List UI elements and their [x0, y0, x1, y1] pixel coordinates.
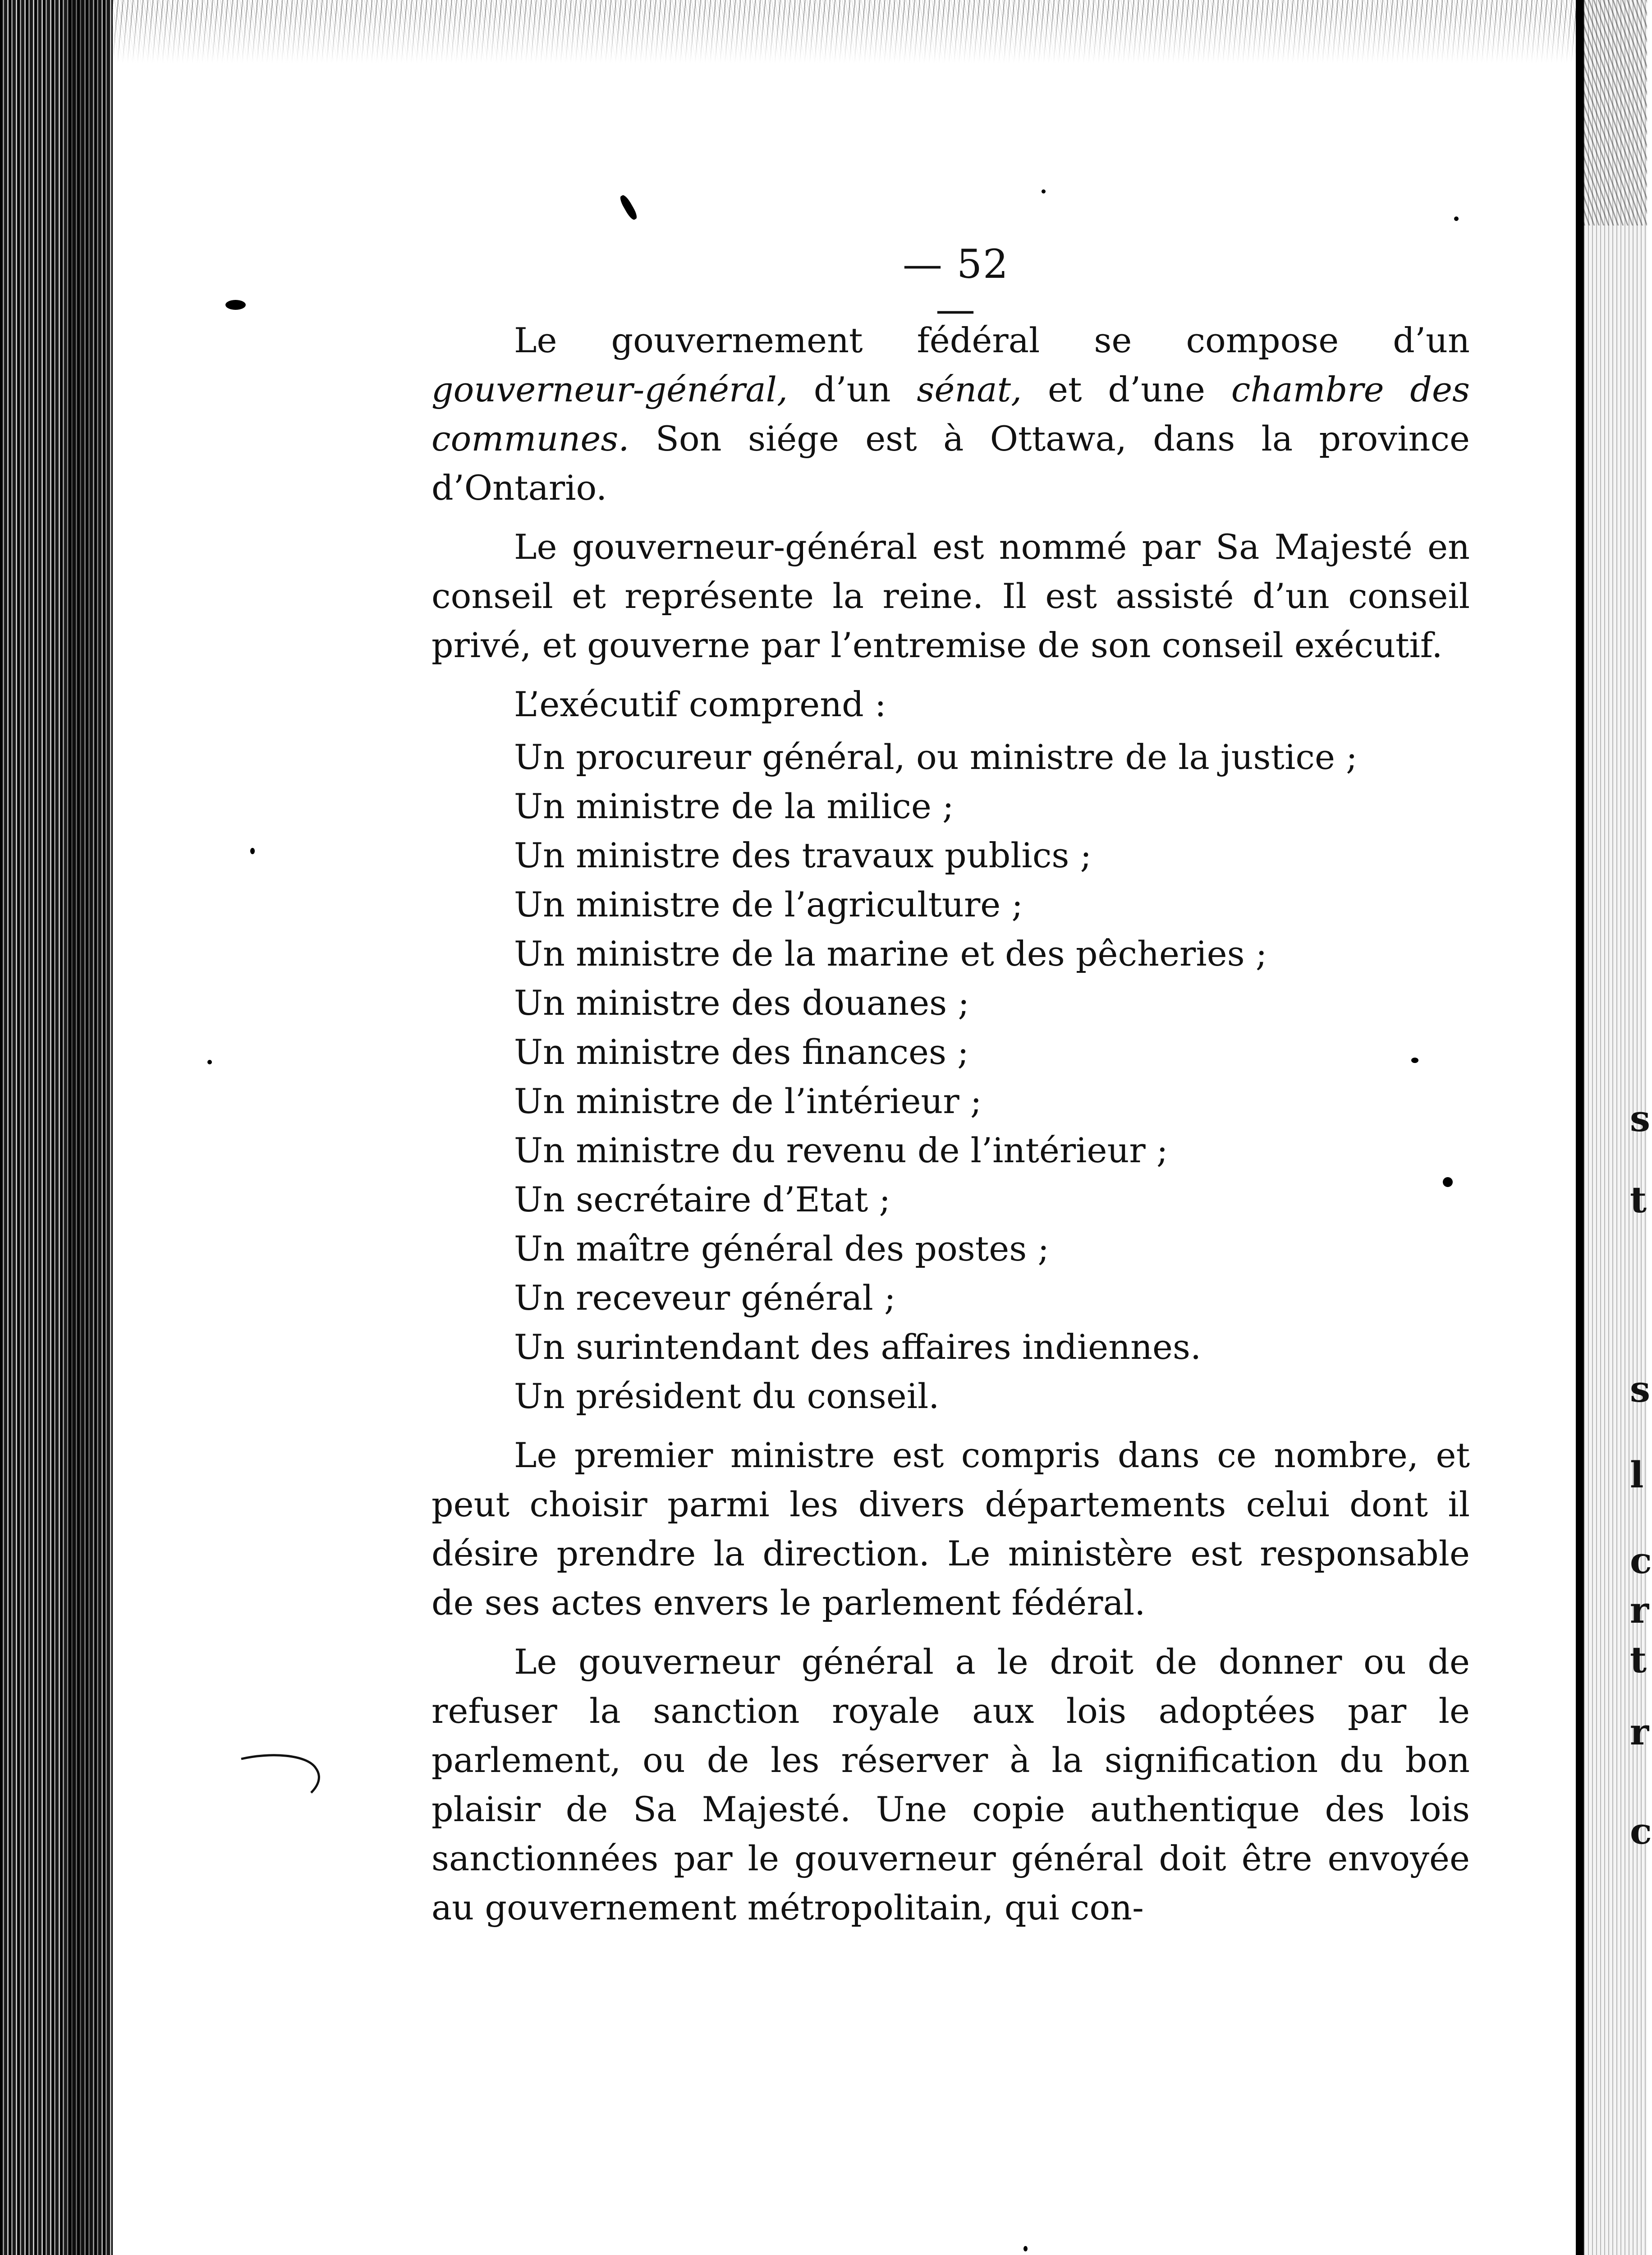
- list-item: Un ministre de l’intérieur ;: [514, 1081, 982, 1121]
- paragraph-governor-general: Le gouverneur-général est nommé par Sa Majesté en conseil et représente la reine. Il est assisté d’un conseil privé, et gouverne par l’entremise de son conseil exécutif.: [431, 527, 1470, 665]
- page-number: — 52 —: [903, 241, 1009, 332]
- adjacent-page-glyph: s: [1630, 1097, 1651, 1140]
- book-binding-shadow: [0, 0, 113, 2255]
- ink-speck: [207, 1060, 212, 1064]
- list-item: Un ministre des douanes ;: [514, 983, 969, 1023]
- italic-term-governor-general: gouverneur-général,: [431, 369, 788, 410]
- paragraph-prime-minister: Le premier ministre est compris dans ce nombre, et peut choisir parmi les divers départements celui dont il désire prendre la direction. Le ministère est responsable de ses actes envers le parlement fédéral.: [431, 1435, 1470, 1623]
- list-item: Un ministre de la marine et des pêcheries ;: [514, 934, 1267, 974]
- list-item: Un ministre de l’agriculture ;: [514, 884, 1023, 925]
- italic-term-senate: sénat,: [917, 369, 1022, 410]
- ink-speck: [1454, 216, 1459, 221]
- text-run: Son siége est à Ottawa, dans la province d’Ontario.: [431, 419, 1470, 508]
- adjacent-page-glyph: r: [1630, 1711, 1649, 1753]
- list-item: Un surintendant des affaires indiennes.: [514, 1327, 1202, 1367]
- adjacent-page-glyph: c: [1630, 1810, 1652, 1852]
- list-item: Un maître général des postes ;: [514, 1229, 1049, 1269]
- list-item: Un secrétaire d’Etat ;: [514, 1179, 891, 1220]
- text-run: d’un: [788, 369, 917, 410]
- ink-speck: [618, 194, 639, 221]
- ink-speck: [1023, 2246, 1028, 2251]
- paragraph-royal-sanction: Le gouverneur général a le droit de donner ou de refuser la sanction royale aux lois adoptées par le parlement, ou de les réserver à la signification du bon plaisir de Sa Majesté. Une copie authentique des lois sanctionnées par le gouverneur général doit être envoyée au gouvernement métropolitain, qui con-: [431, 1642, 1470, 1928]
- list-item: Un procureur général, ou ministre de la justice ;: [514, 737, 1358, 777]
- ink-speck: [225, 300, 246, 310]
- right-page-edge: [1576, 0, 1584, 2255]
- ink-speck: [250, 848, 255, 854]
- adjacent-page-glyph: l: [1630, 1454, 1644, 1496]
- ink-speck: [1042, 189, 1046, 193]
- list-item: Un receveur général ;: [514, 1278, 896, 1318]
- list-item: Un ministre des finances ;: [514, 1032, 969, 1072]
- list-item: Un président du conseil.: [514, 1376, 940, 1416]
- executive-intro: L’exécutif comprend :: [514, 684, 886, 724]
- adjacent-page-glyph: s: [1630, 1368, 1651, 1410]
- adjacent-page-glyph: t: [1630, 1638, 1647, 1681]
- adjacent-page-glyph: t: [1630, 1178, 1647, 1221]
- margin-pencil-mark: [239, 1750, 334, 1804]
- paragraph-federal-government: [431, 316, 1470, 512]
- list-item: Un ministre des travaux publics ;: [514, 835, 1092, 875]
- text-run: et d’une: [1022, 369, 1231, 410]
- adjacent-page-glyph: c: [1630, 1539, 1652, 1582]
- list-item: Un ministre du revenu de l’intérieur ;: [514, 1130, 1168, 1170]
- body-text: [431, 316, 1470, 1942]
- list-item: Un ministre de la milice ;: [514, 786, 954, 826]
- text-run: Le gouvernement fédéral se compose d’un: [514, 320, 1470, 360]
- italic-term-house-of-commons: chambre des communes.: [431, 369, 1470, 459]
- executive-members-list: [431, 732, 1470, 1421]
- adjacent-page-glyph: r: [1630, 1589, 1649, 1631]
- top-scan-noise: [113, 0, 1578, 63]
